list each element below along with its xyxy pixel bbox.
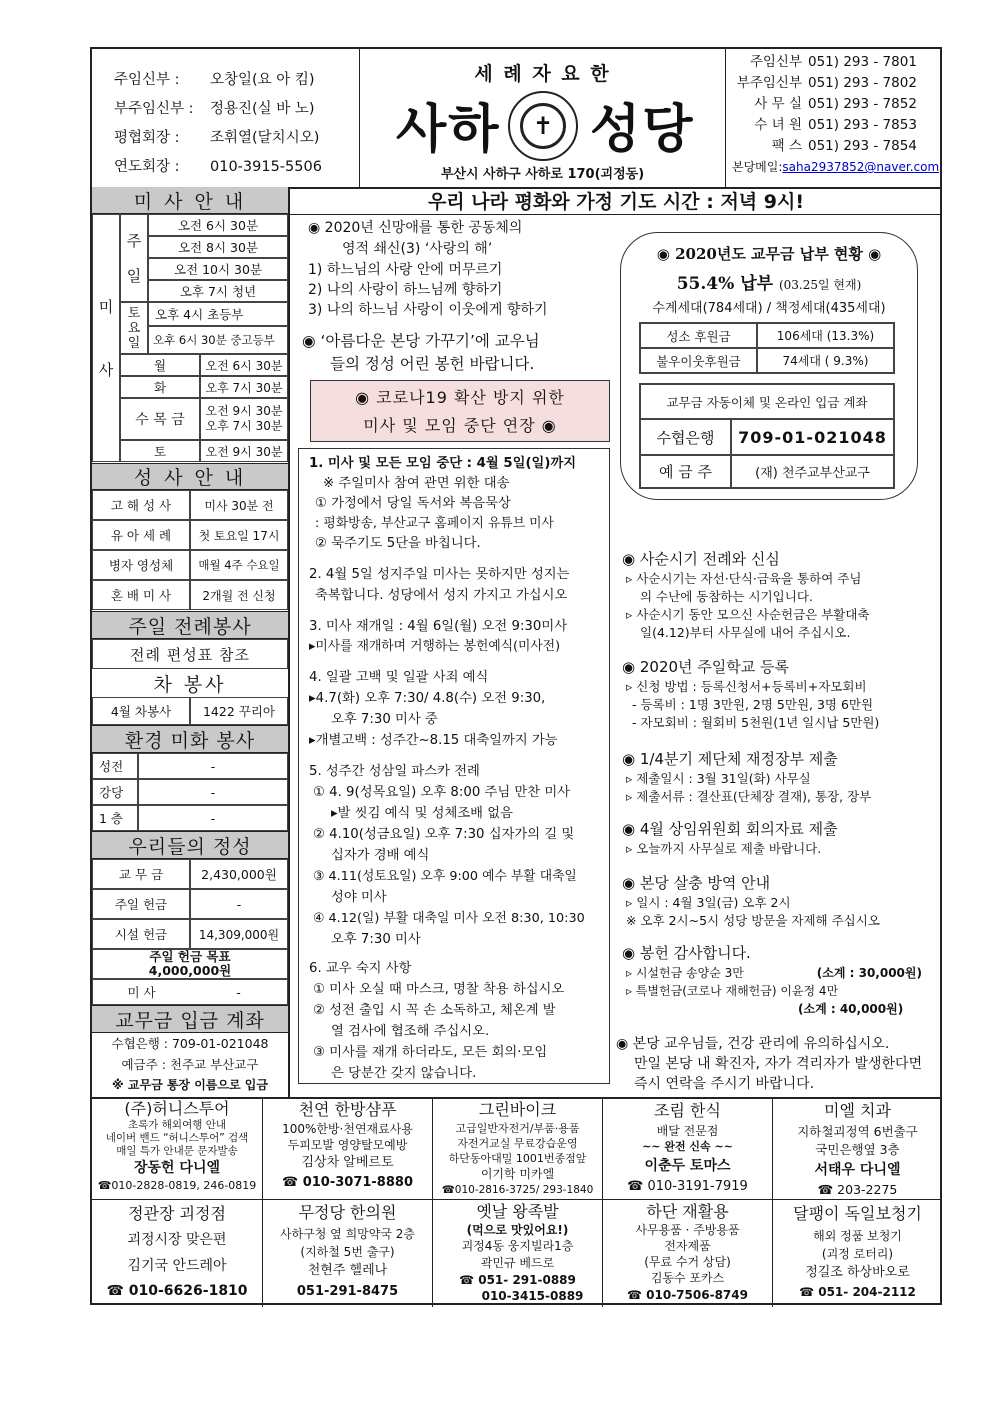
ad-ginseng: 정관장 괴정점 괴정시장 맞은편 김기국 안드레아 ☎ 010-6626-1810 <box>106 1204 248 1299</box>
weekday-time: 오전 9시 30분 <box>200 440 288 462</box>
sacrament-value: 미사 30분 전 <box>190 490 288 520</box>
bank-account: 709-01-021048 <box>731 419 895 455</box>
sacrament-value: 2개월 전 신청 <box>190 580 288 610</box>
staff-label: 평협회장 : <box>114 129 180 146</box>
staff-label: 부주임신부 : <box>114 100 194 117</box>
mass-title: 미 사 안 내 <box>92 187 288 214</box>
weekday-time: 오후 7시 30분 <box>200 376 288 398</box>
sunday-time: 오전 6시 30분 <box>148 214 288 236</box>
sacrament-value: 첫 토요일 17시 <box>190 520 288 550</box>
support-name: 불우이웃후원금 <box>639 348 757 374</box>
holder-value: (재) 천주교부산교구 <box>731 455 895 489</box>
payment-percent: 55.4% 납부 (03.25일 현재) <box>676 274 862 294</box>
env-place: 강당 <box>92 779 138 805</box>
ad-herbal-shampoo: 천연 한방샴푸 100%한방·천연재료사용 두피모발 영양탈모예방 김상차 알베르토 ☎ 010-3071-8880 <box>281 1100 413 1190</box>
saturday-label: 토 요 일 <box>120 302 148 354</box>
right-notices: ◉ 사순시기 전례와 신심 ▹ 사순시기는 자선·단식·금육을 통하여 주님 의 수난에 동참하는 시기입니다. ▹ 사순시기 동안 모으신 사순헌금은 부활대축 일(4.12)부터 사무실에 내어 주십시오. ◉ 2020년 주일학교 등록 ▹ 신청 방법 : 등록신청서+등록비+자모회비 - 등록비 : 1명 3만원, 2명 5만원, 3명 6만원 - 자모회비 : 월회비 5천원(1년 일시납 5만원) ◉ 1/4분기 제단체 재정장부 제출 ▹ 제출일시 : 3월 31일(화) 사무실 ▹ 제출서류 : 결산표(단체장 결재), 통장, 장부 ◉ 4월 상임위원회 회의자료 제출 ▹ 오늘까지 사무실로 제출 바랍니다. ◉ 본당 살충 방역 안내 ▹ 일시 : 4월 3일(금) 오후 2시 ※ 오후 2시~5시 성당 방문을 자제해 주십시오 ◉ 봉헌 감사합니다. ▹ 시설헌금 송양순 3만 (소계 : 30,000원) ▹ 특별헌금(코로나 재해헌금) 이윤정 4만 (소계 : 40,000원) <box>622 550 922 1016</box>
bulletin-page <box>90 47 942 1305</box>
center-column <box>292 216 614 1097</box>
sacrament-name: 고 해 성 사 <box>92 490 190 520</box>
community-renewal: ◉ 2020년 신망애를 통한 공동체의 영적 쇄신(3) ‘사랑의 해’ 1) 하느님의 사랑 안에 머무르기 2) 나의 사랑이 하느님께 향하기 3) 나의 하느님 사랑이 이웃에게 향하기 <box>308 220 548 318</box>
weekday-name: 토 <box>120 440 200 462</box>
car-label: 4월 차봉사 <box>92 697 190 725</box>
left-column <box>92 187 290 1097</box>
liturgy-title: 주일 전례봉사 <box>92 611 288 639</box>
offering-name: 교 무 금 <box>92 859 190 889</box>
email-link[interactable]: saha2937852@naver.com <box>782 160 940 174</box>
sunday-time: 오후 7시 청년 <box>148 280 288 302</box>
weekday-time: 오전 9시 30분 오후 7시 30분 <box>200 398 288 440</box>
phone-value: 051) 293 - 7852 <box>808 95 917 112</box>
env-place: 성전 <box>92 753 138 779</box>
sacrament-value: 매월 4주 수요일 <box>190 550 288 580</box>
phone-label: 주임신부 <box>749 53 802 70</box>
holder-label: 예 금 주 <box>639 455 731 489</box>
sunday-label: 주 일 <box>120 214 148 302</box>
payment-status-box <box>620 232 918 500</box>
ad-pork-trotter: 옛날 왕족발 (먹으로 맛있어요!) 괴정4동 웅지빌라1층 곽민규 베드로 ☎ 051- 291-0889 010-3415-0889 <box>459 1202 584 1303</box>
liturgy-value: 전례 편성표 참조 <box>92 639 288 669</box>
corona-title-box: ◉ 코로나19 확산 방지 위한 미사 및 모임 중단 연장 ◉ <box>310 380 610 442</box>
weekday-name: 수 목 금 <box>120 398 200 440</box>
saturday-time: 오후 6시 30분 중고등부 <box>148 326 288 354</box>
env-value: - <box>138 779 288 805</box>
offering-goal: 주일 헌금 목표 4,000,000원 <box>92 949 288 979</box>
payment-counts: 수계세대(784세대) / 책정세대(435세대) <box>652 301 886 316</box>
right-column <box>614 216 942 1097</box>
car-value: 1422 꾸리아 <box>190 697 288 725</box>
org-name: 세 례 자 요 한 <box>474 63 611 85</box>
prayer-banner: 우리 나라 평화와 가정 기도 시간 : 저녁 9시! <box>290 187 942 215</box>
phone-value: 051) 293 - 7853 <box>808 116 917 133</box>
car-title: 차 봉사 <box>92 669 288 697</box>
phone-value: 051) 293 - 7854 <box>808 137 917 154</box>
contact-box <box>726 49 942 187</box>
sunday-time: 오전 8시 30분 <box>148 236 288 258</box>
phone-value: 051) 293 - 7802 <box>808 74 917 91</box>
offering-value: - <box>190 889 288 919</box>
support-name: 성소 후원금 <box>639 322 757 348</box>
ad-hearing-aid: 달팽이 독일보청기 해외 정품 보청기 (괴정 로터리) 정길조 하상바오로 ☎ 051- 204-2112 <box>793 1204 922 1299</box>
bank-name: 수협은행 <box>639 419 731 455</box>
offering-value: 14,309,000원 <box>190 919 288 949</box>
weekday-time: 오전 6시 30분 <box>200 354 288 376</box>
ad-honeystour: (주)허니스투어 초록가 해외여행 안내 네이버 밴드 “허니스투어” 검색 매일 특가 안내문 문자발송 장동헌 다니엘 ☎010-2828-0819, 246-0819 <box>97 1099 257 1192</box>
staff-box <box>92 49 360 187</box>
staff-label: 주임신부 : <box>114 71 180 88</box>
env-value: - <box>138 753 288 779</box>
mass-side-label: 미 사 <box>92 214 120 462</box>
staff-label: 연도회장 : <box>114 158 180 175</box>
church-name-left: 사하 <box>396 100 501 160</box>
ad-dental: 미엘 치과 지하철괴정역 6번출구 국민은행옆 3층 서태우 다니엘 ☎ 203-2275 <box>797 1101 918 1197</box>
offering-value: 2,430,000원 <box>190 859 288 889</box>
support-value: 106세대 (13.3%) <box>757 322 895 348</box>
weekday-name: 월 <box>120 354 200 376</box>
phone-value: 051) 293 - 7801 <box>808 53 917 70</box>
env-place: 1 층 <box>92 805 138 831</box>
ad-clinic: 무정당 한의원 사하구청 옆 희망약국 2층 (지하철 5번 출구) 천현주 헬레나 051-291-8475 <box>280 1203 415 1299</box>
env-title: 환경 미화 봉사 <box>92 725 288 753</box>
sacrament-name: 혼 배 미 사 <box>92 580 190 610</box>
phone-label: 수 녀 원 <box>754 116 802 133</box>
weekday-name: 화 <box>120 376 200 398</box>
sunday-time: 오전 10시 30분 <box>148 258 288 280</box>
staff-value: 010-3915-5506 <box>210 158 322 175</box>
ad-recycle: 하단 재활용 사무용품 · 주방용품 전자제품 (무료 수거 상담) 김동수 포카스 ☎ 010-7506-8749 <box>627 1202 748 1302</box>
phone-label: 부주임신부 <box>736 74 802 91</box>
ad-korean-food: 조림 한식 배달 전문점 ~~ 완전 신속 ~~ 이춘두 토마스 ☎ 010-3191-7919 <box>627 1101 748 1194</box>
health-notice: ◉ 본당 교우님들, 건강 관리에 유의하십시오. 만일 본당 내 확진자, 자가 격리자가 발생한다면 즉시 연락을 주시기 바랍니다. <box>616 1036 923 1092</box>
sacraments-title: 성 사 안 내 <box>92 463 288 490</box>
offering-value: - <box>190 979 288 1005</box>
staff-value: 조휘열(달치시오) <box>210 129 320 146</box>
phone-label: 사 무 실 <box>754 95 802 112</box>
corona-notices: 1. 미사 및 모든 모임 중단 : 4월 5일(일)까지 ※ 주일미사 참여 관면 위한 대송 ① 가정에서 당일 독서와 복음묵상 : 평화방송, 부산교구 홈페이지 유튜브 미사 ② 묵주기도 5단을 바칩니다. 2. 4월 5일 성지주일 미사는 못하지만 성지는 축복합니다. 성당에서 성지 가지고 가십시오 3. 미사 재개일 : 4월 6일(월) 오전 9:30미사 ▸미사를 재개하며 거행하는 봉헌예식(미사전) 4. 일괄 고백 및 일괄 사죄 예식 ▸4.7(화) 오후 7:30/ 4.8(수) 오전 9:30, 오후 7:30 미사 중 ▸개별고백 : 성주간~8.15 대축일까지 가능 5. 성주간 성삼일 파스카 전례 ① 4. 9(성목요일) 오후 8:00 주님 만찬 미사 ▸발 씻김 예식 및 성체조배 없음 ② 4.10(성금요일) 오후 7:30 십자가의 길 및 십자가 경배 예식 ③ 4.11(성토요일) 오후 9:00 예수 부활 대축일 성야 미사 ④ 4.12(일) 부활 대축일 미사 오전 8:30, 10:30 오후 7:30 미사 6. 교우 숙지 사항 ① 미사 오실 때 마스크, 명찰 착용 하십시오 ② 성전 출입 시 꼭 손 소독하고, 체온계 발 열 검사에 협조해 주십시오. ③ 미사를 재개 하더라도, 모든 회의·모임 은 당분간 갖지 않습니다. <box>298 448 610 1084</box>
offering-name: 미 사 <box>92 979 190 1005</box>
title-box <box>360 49 726 187</box>
offering-name: 시설 헌금 <box>92 919 190 949</box>
payment-title: ◉ 2020년도 교무금 납부 현황 ◉ <box>656 245 882 263</box>
offering-title: 우리들의 정성 <box>92 831 288 859</box>
support-value: 74세대 ( 9.3%) <box>757 348 895 374</box>
saturday-time: 오후 4시 초등부 <box>148 302 288 326</box>
sacrament-name: 병자 영성체 <box>92 550 190 580</box>
account-title: 교무금 입금 계좌 <box>92 1005 288 1033</box>
church-address: 부산시 사하구 사하로 170(괴정동) <box>440 167 645 182</box>
ad-green-bike: 그린바이크 고급일반자전거/부품·용품 자전거교실 무료강습운영 하단동아대밀 1001번종점앞 이기학 미카엘 ☎010-2816-3725/ 293-1840 <box>441 1100 594 1196</box>
sacrament-name: 유 아 세 례 <box>92 520 190 550</box>
auto-transfer-title: 교무금 자동이체 및 온라인 입금 계좌 <box>639 383 895 419</box>
env-value: - <box>138 805 288 831</box>
staff-value: 정용진(실 바 노) <box>210 100 315 117</box>
offering-name: 주일 헌금 <box>92 889 190 919</box>
beautiful-parish: ◉ ‘아름다운 본당 가꾸기’에 교우님 들의 정성 어린 봉헌 바랍니다. <box>302 332 540 373</box>
account-info: 수협은행 : 709-01-021048 예금주 : 천주교 부산교구 ※ 교무금 통장 이름으로 입금 <box>111 1036 269 1092</box>
staff-value: 오창일(요 아 킴) <box>210 71 315 88</box>
email-label: 본당메일: <box>732 160 783 174</box>
phone-label: 팩 스 <box>771 137 802 154</box>
church-name-right: 성당 <box>590 100 695 160</box>
church-seal-icon: ✝ <box>508 91 578 161</box>
